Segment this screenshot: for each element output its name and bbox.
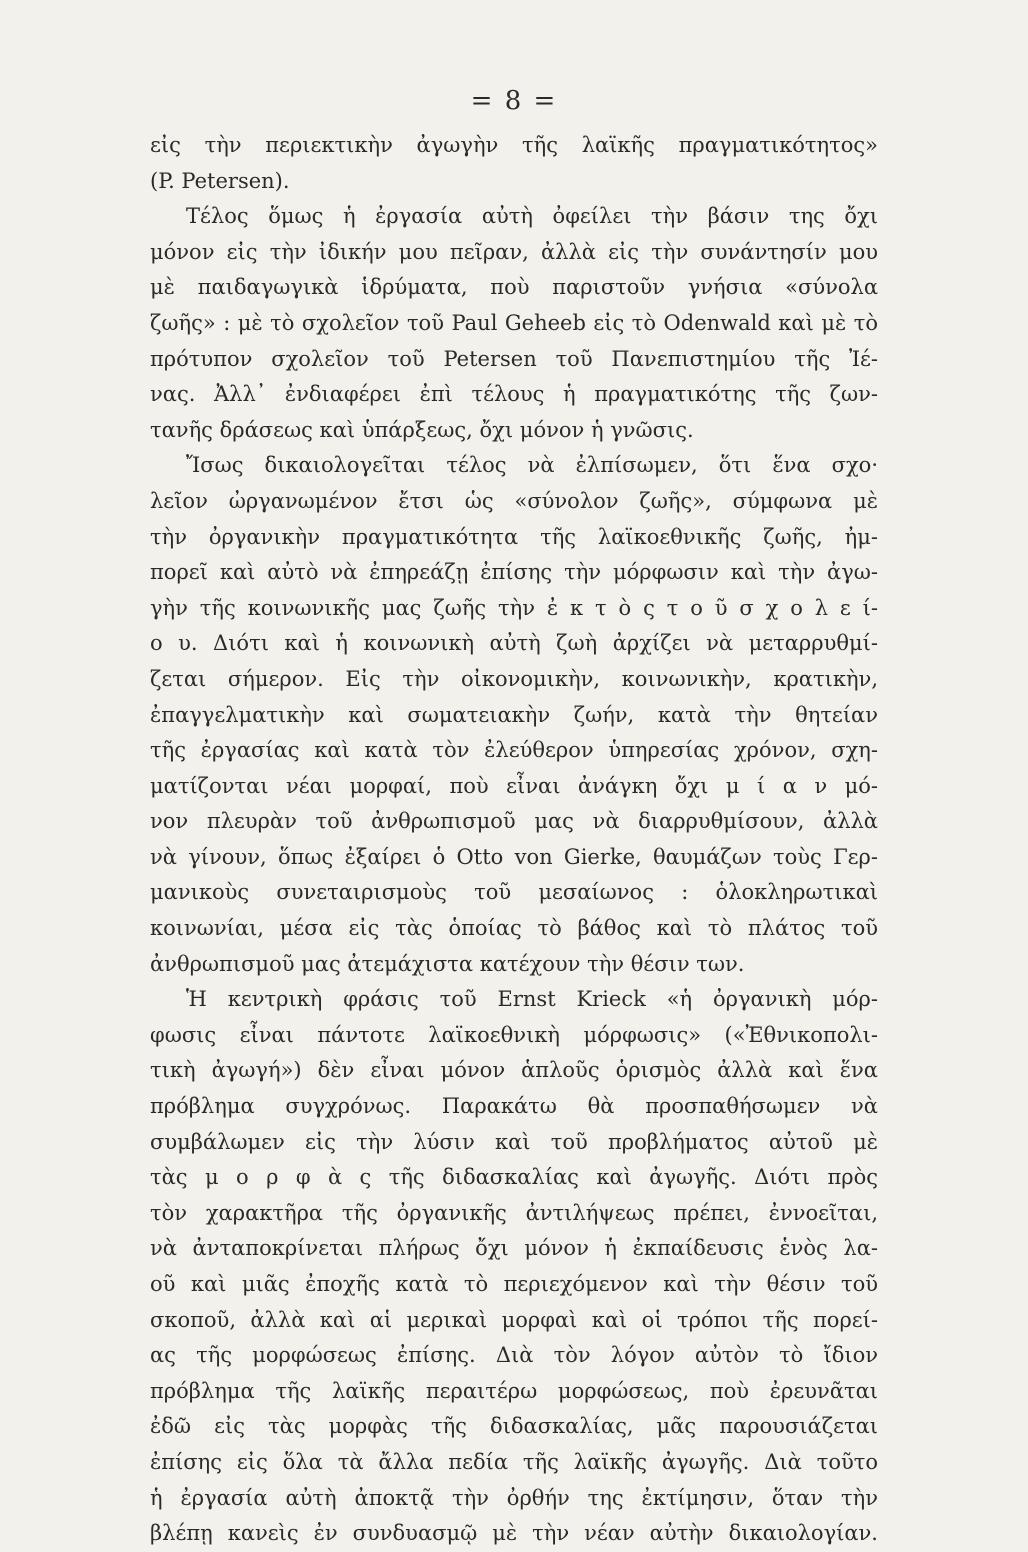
text-line: ἐπαγγελματικὴν καὶ σωματειακὴν ζωήν, κατὰ τὴν θητείαν bbox=[150, 702, 878, 727]
text-line: ἐδῶ εἰς τὰς μορφὰς τῆς διδασκαλίας, μᾶς παρουσιάζεται bbox=[150, 1414, 878, 1439]
text-line: κοινωνίαι, μέσα εἰς τὰς ὁποίας τὸ βάθος καὶ τὸ πλάτος τοῦ bbox=[150, 916, 878, 941]
text-line: ζωῆς» : μὲ τὸ σχολεῖον τοῦ Paul Geheeb εἰς τὸ Odenwald καὶ μὲ τὸ bbox=[150, 310, 878, 335]
text-line: νον πλευρὰν τοῦ ἀνθρωπισμοῦ μας νὰ διαρρυθμίσουν, ἀλλὰ bbox=[150, 809, 878, 834]
text-line: μὲ παιδαγωγικὰ ἱδρύματα, ποὺ παριστοῦν γνήσια «σύνολα bbox=[150, 275, 878, 300]
text-line: τὸν χαρακτῆρα τῆς ὀργανικῆς ἀντιλήψεως πρέπει, ἐννοεῖται, bbox=[150, 1200, 878, 1225]
text-line: συμβάλωμεν εἰς τὴν λύσιν καὶ τοῦ προβλήματος αὐτοῦ μὲ bbox=[150, 1129, 878, 1154]
text-line: βλέπῃ κανεὶς ἐν συνδυασμῷ μὲ τὴν νέαν αὐτὴν δικαιολογίαν. bbox=[150, 1521, 878, 1546]
text-line: ἡ ἐργασία αὐτὴ ἀποκτᾷ τὴν ὀρθήν της ἐκτίμησιν, ὅταν τὴν bbox=[150, 1485, 878, 1510]
text-line: ζεται σήμερον. Εἰς τὴν οἰκονομικὴν, κοινωνικὴν, κρατικὴν, bbox=[150, 666, 878, 691]
text-line: εἰς τὴν περιεκτικὴν ἀγωγὴν τῆς λαϊκῆς πραγματικότητος» bbox=[150, 133, 878, 157]
page-number: = 8 = bbox=[470, 86, 558, 116]
text-line: τανῆς δράσεως καὶ ὑπάρξεως, ὄχι μόνον ἡ γνῶσις. bbox=[150, 417, 694, 442]
text-line: τὰς μ ο ρ φ ὰ ς τῆς διδασκαλίας καὶ ἀγωγῆς. Διότι πρὸς bbox=[150, 1165, 878, 1190]
text-line: πρόβλημα συγχρόνως. Παρακάτω θὰ προσπαθήσωμεν νὰ bbox=[150, 1094, 878, 1119]
text-line: πρότυπον σχολεῖον τοῦ Petersen τοῦ Πανεπιστημίου τῆς Ἰέ- bbox=[150, 346, 878, 371]
text-line: μανικοὺς συνεταιρισμοὺς τοῦ μεσαίωνος : ὁλοκληρωτικαὶ bbox=[150, 880, 878, 905]
text-line: νὰ γίνουν, ὅπως ἐξαίρει ὁ Otto von Gierke, θαυμάζων τοὺς Γερ- bbox=[150, 844, 878, 869]
text-line: Ἡ κεντρικὴ φράσις τοῦ Ernst Krieck «ἡ ὀργανικὴ μόρ- bbox=[186, 987, 878, 1012]
text-line: φωσις εἶναι πάντοτε λαϊκοεθνικὴ μόρφωσις» («Ἐθνικοπολι- bbox=[150, 1022, 878, 1047]
text-line: πρόβλημα τῆς λαϊκῆς περαιτέρω μορφώσεως, ποὺ ἐρευνᾶται bbox=[150, 1378, 878, 1403]
text-line: λεῖον ὠργανωμένον ἔτσι ὡς «σύνολον ζωῆς», σύμφωνα μὲ bbox=[150, 488, 878, 513]
text-line: ματίζονται νέαι μορφαί, ποὺ εἶναι ἀνάγκη ὄχι μ ί α ν μό- bbox=[150, 773, 878, 798]
text-line: νὰ ἀνταποκρίνεται πλήρως ὄχι μόνον ἡ ἐκπαίδευσις ἑνὸς λα- bbox=[150, 1236, 878, 1261]
text-line: οῦ καὶ μιᾶς ἐποχῆς κατὰ τὸ περιεχόμενον καὶ τὴν θέσιν τοῦ bbox=[150, 1272, 878, 1296]
text-line: (P. Petersen). bbox=[150, 168, 290, 193]
text-line: πορεῖ καὶ αὐτὸ νὰ ἐπηρεάζῃ ἐπίσης τὴν μόρφωσιν καὶ τὴν ἀγω- bbox=[150, 560, 878, 585]
text-line: τὴν ὀργανικὴν πραγματικότητα τῆς λαϊκοεθνικῆς ζωῆς, ἠμ- bbox=[150, 524, 878, 549]
text-line: Τέλος ὅμως ἡ ἐργασία αὐτὴ ὀφείλει τὴν βάσιν της ὄχι bbox=[186, 204, 878, 229]
text-line: μόνον εἰς τὴν ἰδικήν μου πεῖραν, ἀλλὰ εἰς τὴν συνάντησίν μου bbox=[150, 239, 878, 264]
text-line: ας τῆς μορφώσεως ἐπίσης. Διὰ τὸν λόγον αὐτὸν τὸ ἴδιον bbox=[150, 1343, 878, 1368]
text-line: ἀνθρωπισμοῦ μας ἀτεμάχιστα κατέχουν τὴν θέσιν των. bbox=[150, 951, 745, 976]
body-text bbox=[150, 128, 878, 1552]
text-line: ο υ. Διότι καὶ ἡ κοινωνικὴ αὐτὴ ζωὴ ἀρχίζει νὰ μεταρρυθμί- bbox=[150, 631, 878, 656]
text-line: Ἴσως δικαιολογεῖται τέλος νὰ ἐλπίσωμεν, ὅτι ἕνα σχο· bbox=[186, 453, 878, 478]
text-line: νας. Ἀλλ᾿ ἐνδιαφέρει ἐπὶ τέλους ἡ πραγματικότης τῆς ζων- bbox=[150, 382, 878, 407]
text-line: ἐπίσης εἰς ὅλα τὰ ἄλλα πεδία τῆς λαϊκῆς ἀγωγῆς. Διὰ τοῦτο bbox=[150, 1449, 878, 1474]
text-line: τικὴ ἀγωγή») δὲν εἶναι μόνον ἁπλοῦς ὁρισμὸς ἀλλὰ καὶ ἕνα bbox=[150, 1058, 878, 1083]
text-line: γὴν τῆς κοινωνικῆς μας ζωῆς τὴν ἐ κ τ ὸ ς τ ο ῦ σ χ ο λ ε ί- bbox=[150, 595, 878, 620]
text-line: τῆς ἐργασίας καὶ κατὰ τὸν ἐλεύθερον ὑπηρεσίας χρόνον, σχη- bbox=[150, 738, 878, 763]
text-line: σκοποῦ, ἀλλὰ καὶ αἱ μερικαὶ μορφαὶ καὶ οἱ τρόποι τῆς πορεί- bbox=[150, 1307, 878, 1332]
